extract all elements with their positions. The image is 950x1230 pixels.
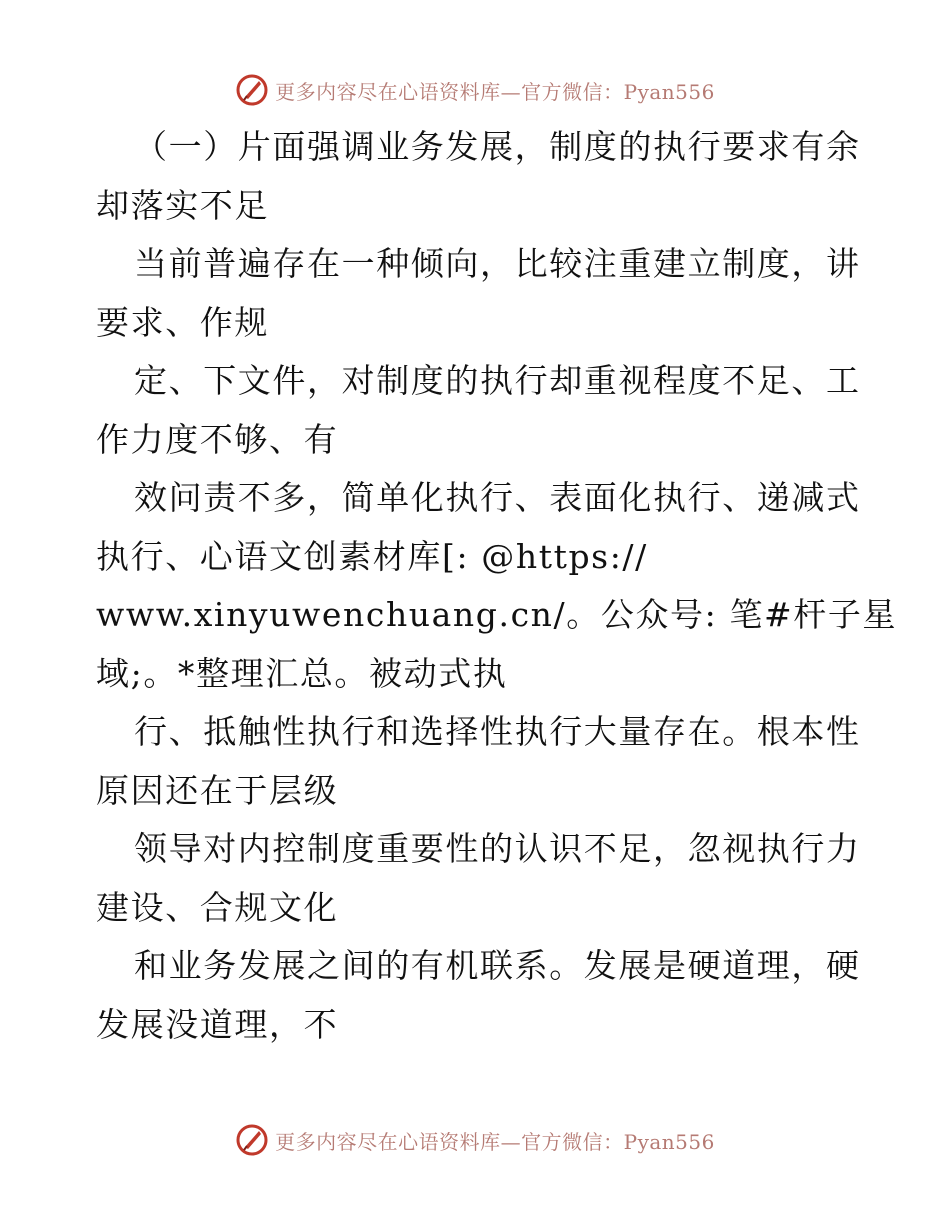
document-body bbox=[96, 118, 898, 1054]
text-line: 作力度不够、有 bbox=[96, 419, 339, 459]
footer-banner bbox=[0, 1118, 950, 1162]
red-feather-logo-icon bbox=[235, 1123, 269, 1157]
text-line: 行、抵触性执行和选择性执行大量存在。根本性 bbox=[134, 712, 861, 751]
text-line: 当前普遍存在一种倾向，比较注重建立制度，讲 bbox=[134, 244, 861, 283]
text-line: 发展没道理，不 bbox=[96, 1004, 339, 1044]
text-line: 领导对内控制度重要性的认识不足，忽视执行力 bbox=[134, 829, 861, 868]
header-banner bbox=[0, 68, 950, 112]
text-line: 要求、作规 bbox=[96, 302, 269, 342]
text-line: （一）片面强调业务发展，制度的执行要求有余 bbox=[134, 127, 861, 166]
red-feather-logo-icon bbox=[235, 73, 269, 107]
text-line: 和业务发展之间的有机联系。发展是硬道理，硬 bbox=[134, 946, 861, 985]
text-line: www.xinyuwenchuang.cn/。公众号: 笔#杆子星 bbox=[96, 595, 898, 634]
text-line: 原因还在于层级 bbox=[96, 770, 339, 810]
text-line: 建设、合规文化 bbox=[96, 887, 339, 927]
text-line: 域;。*整理汇总。被动式执 bbox=[96, 653, 508, 693]
banner-text: 更多内容尽在心语资料库—官方微信：Pyan556 bbox=[275, 1129, 715, 1154]
text-line: 却落实不足 bbox=[96, 185, 269, 225]
banner-text: 更多内容尽在心语资料库—官方微信：Pyan556 bbox=[275, 79, 715, 104]
text-line: 执行、心语文创素材库[: @https:// bbox=[96, 536, 648, 576]
text-line: 效问责不多，简单化执行、表面化执行、递减式 bbox=[134, 478, 861, 517]
text-line: 定、下文件，对制度的执行却重视程度不足、工 bbox=[134, 361, 861, 400]
